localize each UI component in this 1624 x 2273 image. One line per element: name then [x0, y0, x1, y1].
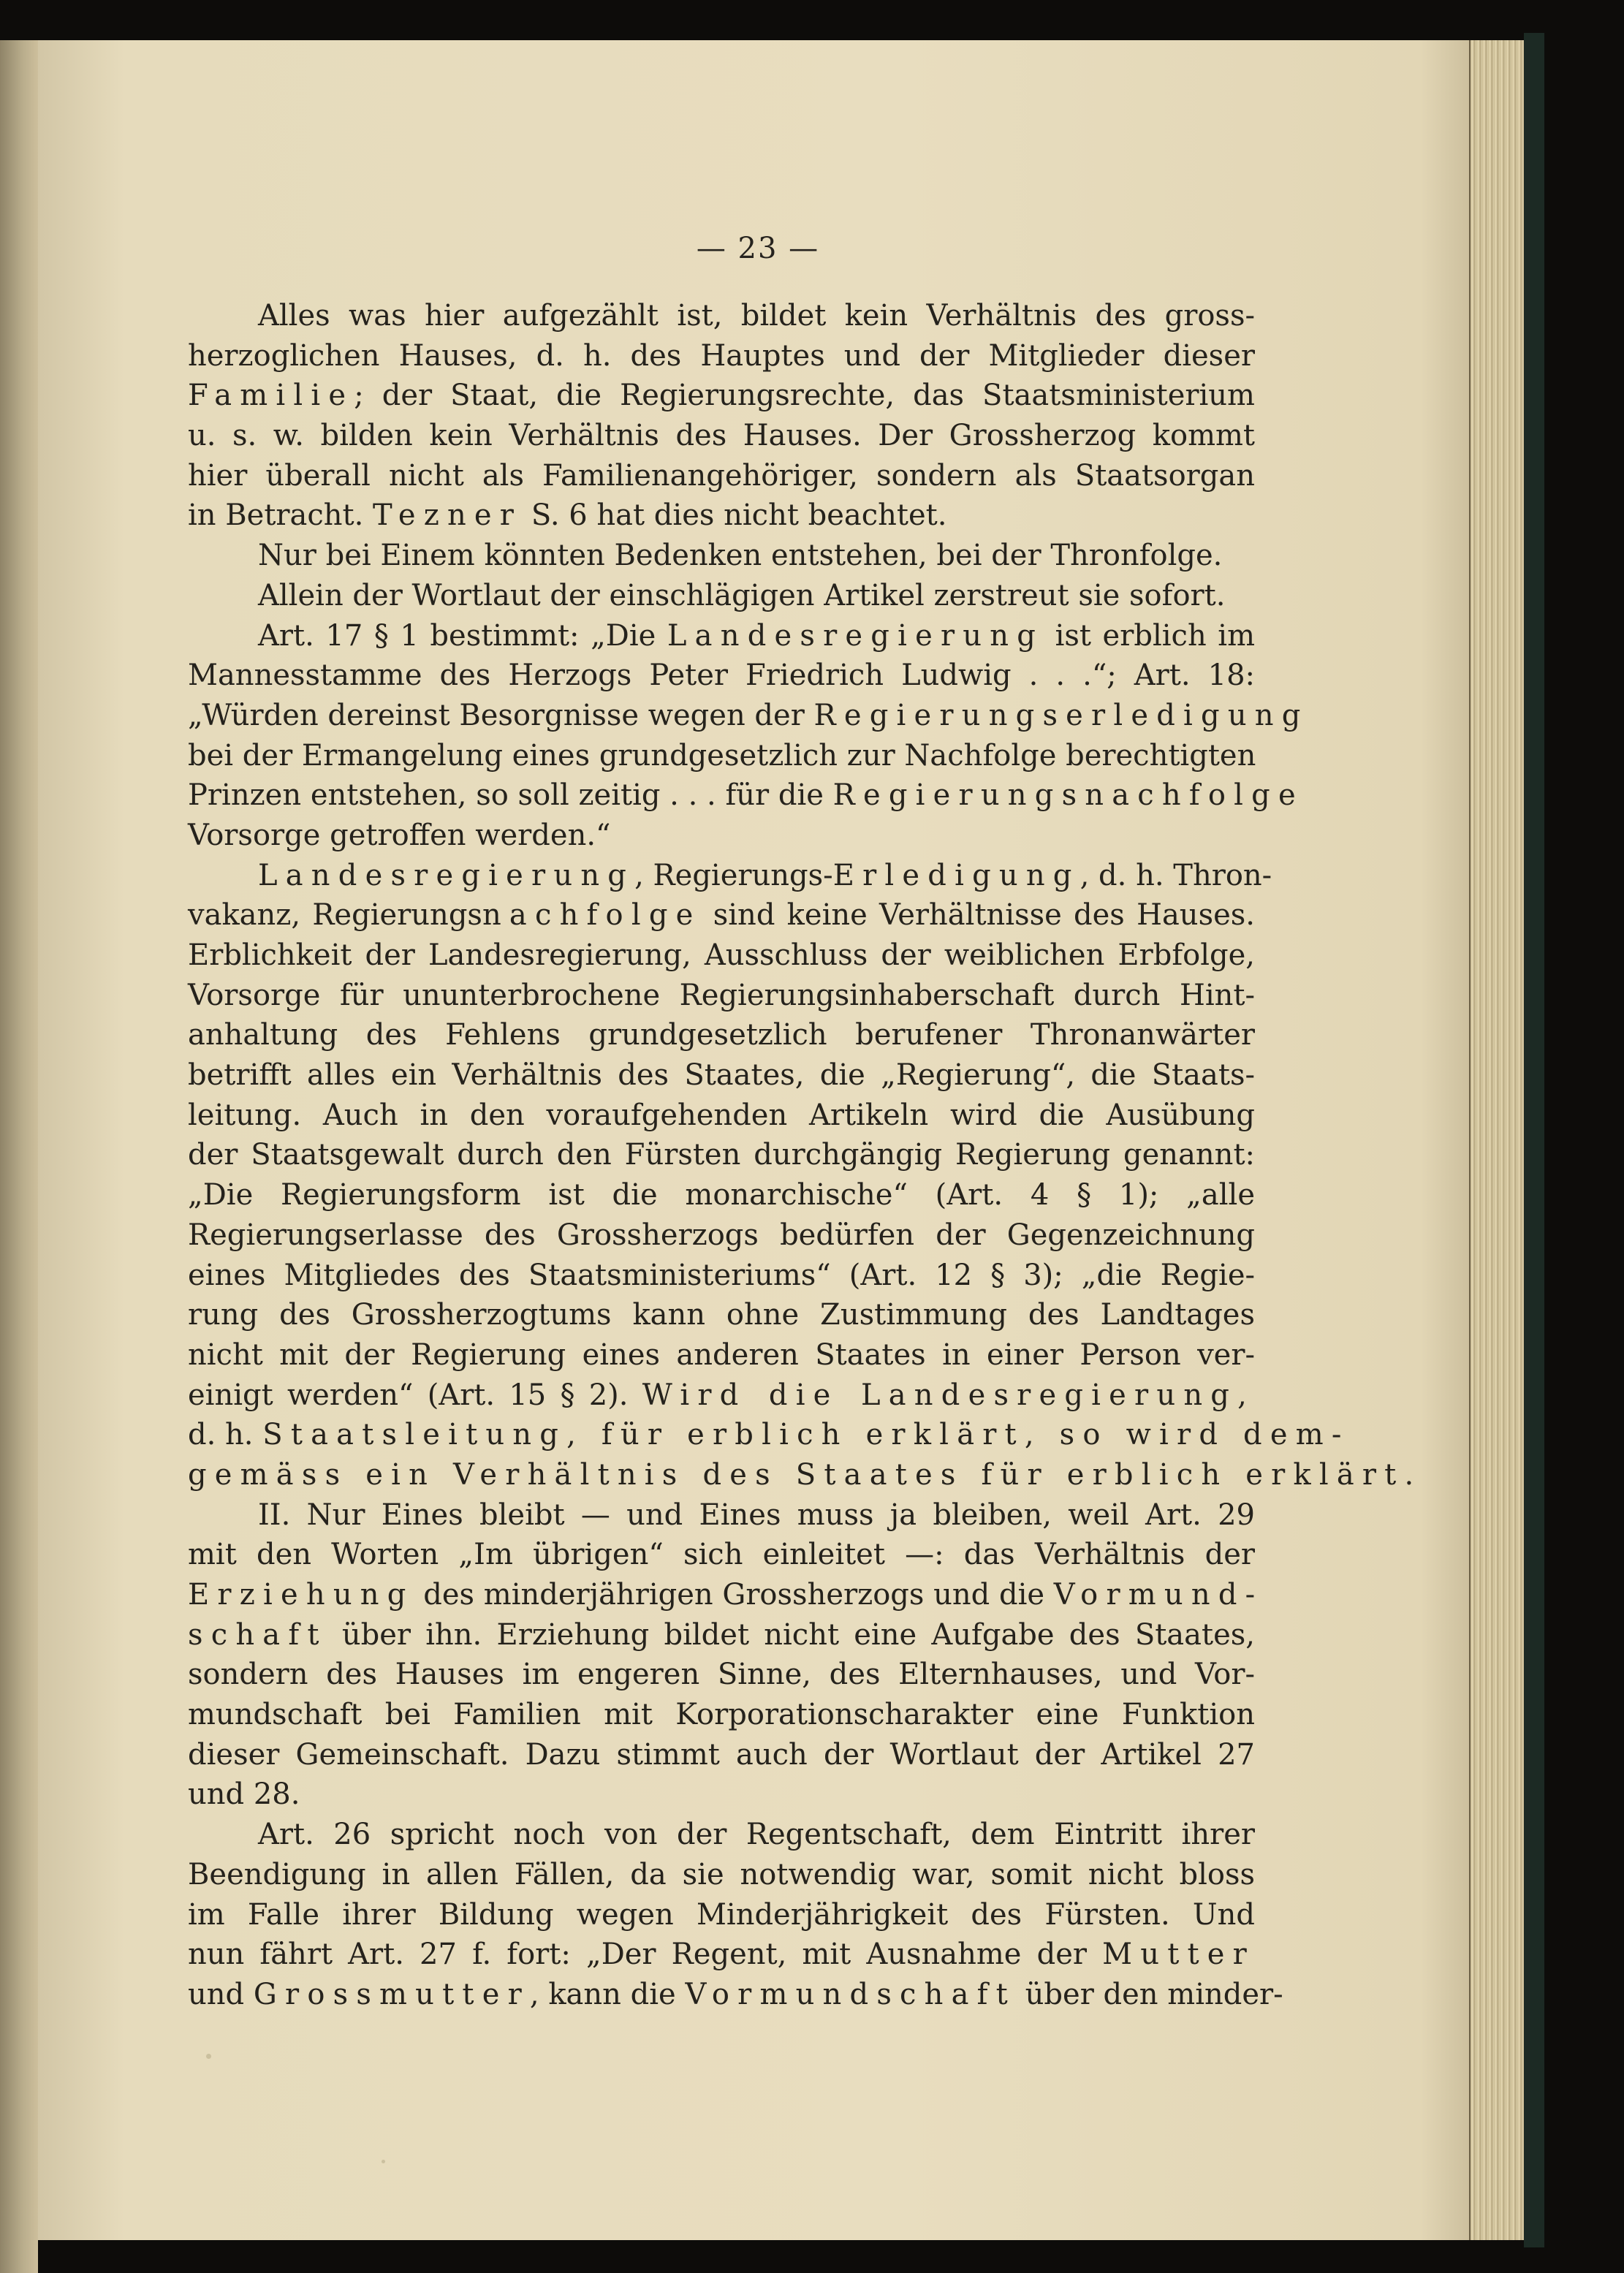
text-segment: ist erblich im — [1044, 618, 1255, 653]
text-segment: über den minder- — [1015, 1977, 1283, 2011]
text-segment: und 28. — [188, 1777, 300, 1812]
emphasized-text: schaft — [188, 1617, 327, 1652]
text-line — [188, 376, 1255, 416]
text-line — [188, 1895, 1255, 1935]
emphasized-text: nachfolge — [482, 898, 702, 933]
emphasized-text: Erziehung — [188, 1578, 414, 1612]
text-segment: Regierungserlasse des Grossherzogs bedürfen der Gegenzeichnung — [188, 1218, 1255, 1252]
text-line — [188, 696, 1309, 736]
text-segment: hier überall nicht als Familienangehöriger, sondern als Staatsorgan — [188, 458, 1255, 493]
text-segment: eines Mitgliedes des Staatsministeriums“ (Art. 12 § 3); „die Regie- — [188, 1258, 1255, 1292]
text-segment: rung des Grossherzogtums kann ohne Zustimmung des Landtages — [188, 1298, 1255, 1332]
text-line — [188, 576, 1255, 616]
text-segment: „Die Regierungsform ist die monarchische“ (Art. 4 § 1); „alle — [188, 1178, 1255, 1213]
text-segment: Prinzen entstehen, so soll zeitig . . . für die — [188, 778, 833, 813]
text-line — [188, 1096, 1255, 1136]
text-line — [188, 1215, 1255, 1256]
text-line — [188, 1455, 1422, 1495]
text-line — [188, 456, 1255, 496]
text-line — [188, 775, 1304, 816]
text-line — [188, 736, 1255, 776]
text-line — [188, 296, 1255, 336]
paragraph — [188, 616, 1309, 856]
paragraph — [188, 1495, 1264, 1815]
text-segment: nun fährt Art. 27 f. fort: „Der Regent, mit Ausnahme der — [188, 1938, 1103, 1972]
text-segment: leitung. Auch in den voraufgehenden Artikeln wird die Ausübung — [188, 1098, 1255, 1132]
text-line — [188, 1175, 1255, 1215]
text-segment: Beendigung in allen Fällen, da sie notwendig war, somit nicht bloss — [188, 1857, 1255, 1891]
book-cover-board — [1524, 33, 1544, 2247]
text-segment: d. h. — [188, 1418, 263, 1452]
text-line — [188, 496, 1255, 536]
text-segment: Art. 17 § 1 bestimmt: „Die — [258, 618, 667, 653]
text-segment: Mannesstamme des Herzogs Peter Friedrich Ludwig . . .“; Art. 18: — [188, 659, 1255, 693]
emphasized-text: Tezner — [373, 498, 523, 533]
text-segment: des minderjährigen Grossherzogs und die — [414, 1578, 1054, 1612]
text-line — [188, 656, 1255, 696]
text-line — [188, 1575, 1264, 1615]
text-segment: , kann die — [529, 1977, 686, 2011]
text-segment: S. 6 hat dies nicht beachtet. — [522, 498, 947, 533]
emphasized-text: Regierungserledigung — [813, 698, 1309, 732]
text-line — [188, 1495, 1255, 1536]
paragraph — [188, 576, 1255, 616]
text-line — [188, 1975, 1283, 2015]
emphasized-text: gemäss ein Verhältnis des Staates für erblich erklärt. — [188, 1457, 1422, 1492]
text-segment: mundschaft bei Familien mit Korporationscharakter eine Funktion — [188, 1698, 1255, 1732]
emphasized-text: Mutter — [1102, 1938, 1255, 1972]
text-segment: betrifft alles ein Verhältnis des Staates, die „Regierung“, die Staats- — [188, 1058, 1255, 1093]
emphasized-text: Wird die Landesregierung, — [642, 1378, 1255, 1412]
text-segment: über ihn. Erziehung bildet nicht eine Aufgabe des Staates, — [327, 1617, 1255, 1652]
text-line — [188, 1815, 1255, 1855]
text-line — [188, 936, 1255, 976]
text-line — [188, 1295, 1255, 1335]
text-line — [188, 616, 1255, 656]
text-line — [188, 976, 1255, 1016]
text-line — [188, 536, 1255, 576]
text-segment: Vorsorge getroffen werden.“ — [188, 818, 611, 852]
text-line — [188, 1135, 1255, 1175]
text-line — [188, 336, 1255, 376]
text-segment: der Staatsgewalt durch den Fürsten durchgängig Regierung genannt: — [188, 1138, 1255, 1172]
emphasized-text: Regierungsnachfolge — [832, 778, 1304, 813]
text-segment: Allein der Wortlaut der einschlägigen Artikel zerstreut sie sofort. — [258, 578, 1226, 612]
text-segment: Alles was hier aufgezählt ist, bildet kein Verhältnis des gross- — [258, 299, 1255, 333]
text-line — [188, 895, 1255, 936]
emphasized-text: Familie — [188, 379, 354, 413]
emphasized-text: Grossmutter — [253, 1977, 530, 2011]
paragraph — [188, 1815, 1283, 2014]
text-line — [188, 856, 1272, 896]
text-line — [188, 1735, 1255, 1775]
paragraph — [188, 536, 1255, 576]
text-segment: herzoglichen Hauses, d. h. des Hauptes und der Mitglieder dieser — [188, 338, 1255, 373]
text-segment: sondern des Hauses im engeren Sinne, des Elternhauses, und Vor- — [188, 1658, 1255, 1692]
emphasized-text: Erledigung — [832, 858, 1080, 892]
text-line — [188, 1775, 1255, 1815]
text-segment: Art. 26 spricht noch von der Regentschaft, dem Eintritt ihrer — [258, 1818, 1255, 1852]
text-line — [188, 816, 1255, 856]
text-segment: vakanz, Regierungs — [188, 898, 482, 933]
text-line — [188, 1855, 1255, 1895]
left-page-gutter — [0, 40, 38, 2273]
paper-speck — [206, 2054, 211, 2059]
emphasized-text: Staatsleitung, für erblich erklärt, so wird dem- — [262, 1418, 1350, 1452]
text-line — [188, 1415, 1350, 1455]
text-segment: , Regierungs- — [634, 858, 833, 892]
text-segment: mit den Worten „Im übrigen“ sich einleitet —: das Verhältnis der — [188, 1538, 1255, 1572]
text-line — [188, 1335, 1255, 1375]
text-segment: nicht mit der Regierung eines anderen Staates in einer Person ver- — [188, 1337, 1255, 1372]
page-body-text — [188, 296, 1422, 2015]
text-line — [188, 1055, 1255, 1096]
text-line — [188, 1615, 1255, 1655]
page-number: — 23 — — [696, 232, 820, 265]
text-segment: Erblichkeit der Landesregierung, Ausschluss der weiblichen Erbfolge, — [188, 938, 1255, 972]
text-segment: bei der Ermangelung eines grundgesetzlich zur Nachfolge berechtigten — [188, 738, 1256, 773]
text-line — [188, 1655, 1255, 1695]
text-segment: dieser Gemeinschaft. Dazu stimmt auch der Wortlaut der Artikel 27 — [188, 1737, 1255, 1772]
text-line — [188, 1256, 1255, 1296]
text-segment: in Betracht. — [188, 498, 373, 533]
emphasized-text: Landesregierung — [667, 618, 1044, 653]
text-segment: einigt werden“ (Art. 15 § 2). — [188, 1378, 642, 1412]
text-segment: u. s. w. bilden kein Verhältnis des Hauses. Der Grossherzog kommt — [188, 419, 1255, 453]
book-page — [38, 40, 1478, 2240]
text-segment: „Würden dereinst Besorgnisse wegen der — [188, 698, 814, 732]
paragraph — [188, 856, 1422, 1495]
paper-speck — [382, 2160, 385, 2163]
text-line — [188, 1695, 1255, 1735]
text-segment: ; der Staat, die Regierungsrechte, das Staatsministerium — [354, 379, 1255, 413]
emphasized-text: Vormund- — [1053, 1578, 1264, 1612]
text-line — [188, 1535, 1255, 1575]
text-segment: II. Nur Eines bleibt — und Eines muss ja bleiben, weil Art. 29 — [258, 1498, 1255, 1532]
text-line — [188, 1375, 1255, 1416]
text-segment: und — [188, 1977, 254, 2011]
text-segment: sind keine Verhältnisse des Hauses. — [701, 898, 1256, 933]
text-segment: im Falle ihrer Bildung wegen Minderjährigkeit des Fürsten. Und — [188, 1897, 1255, 1932]
text-segment: , d. h. Thron- — [1079, 858, 1272, 892]
text-line — [188, 1015, 1255, 1055]
text-segment: Nur bei Einem könnten Bedenken entstehen, bei der Thronfolge. — [258, 539, 1223, 573]
text-segment: anhaltung des Fehlens grundgesetzlich berufener Thronanwärter — [188, 1018, 1255, 1052]
page-edges — [1469, 40, 1525, 2240]
text-line — [188, 1935, 1255, 1975]
text-segment: Vorsorge für ununterbrochene Regierungsinhaberschaft durch Hint- — [188, 978, 1255, 1012]
emphasized-text: Vormundschaft — [685, 1977, 1016, 2011]
paragraph — [188, 296, 1255, 536]
text-line — [188, 416, 1255, 456]
emphasized-text: Landesregierung — [258, 858, 635, 892]
